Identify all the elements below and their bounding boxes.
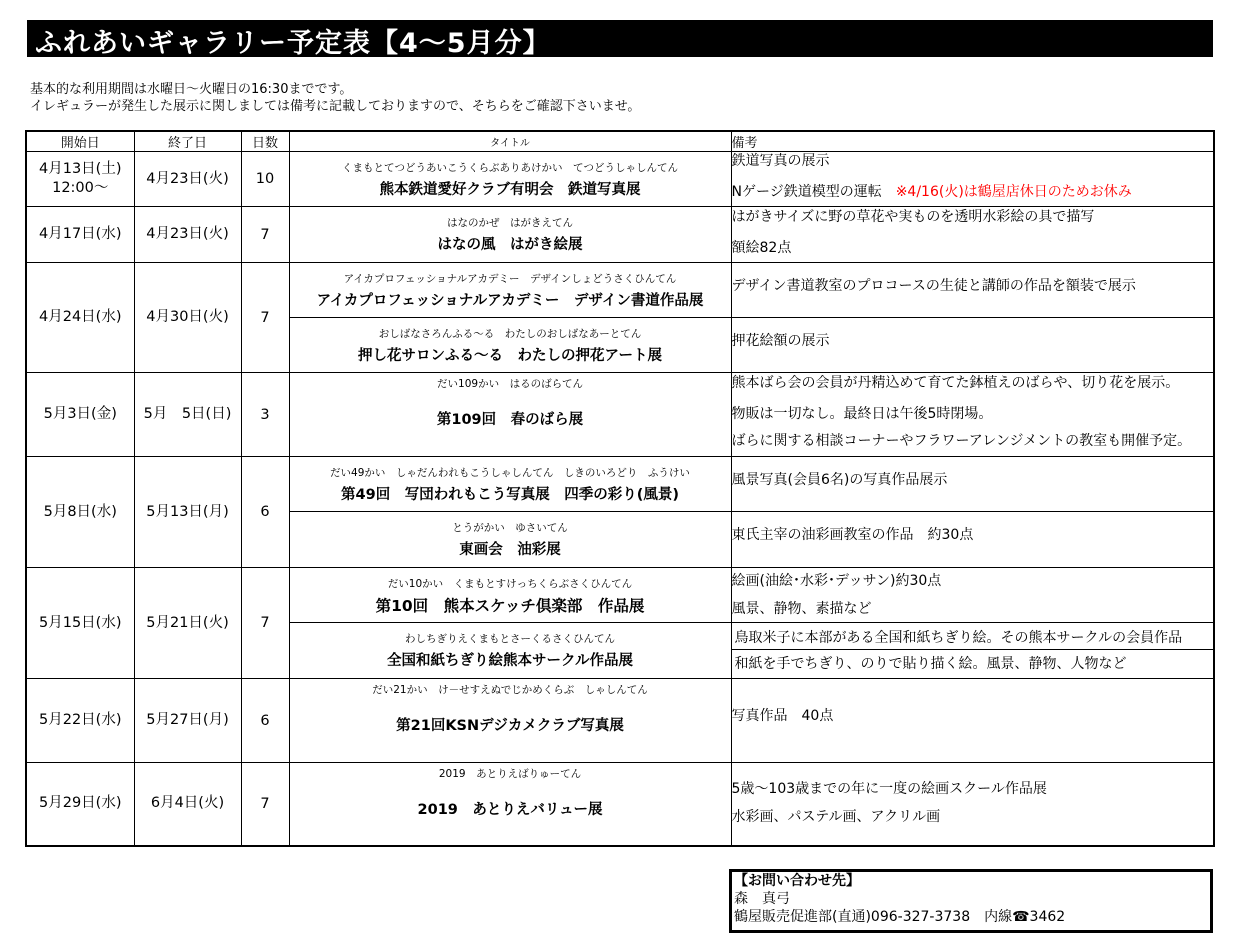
remarks-cell: [731, 568, 1214, 623]
remarks-cell: [731, 457, 1214, 512]
exhibit-ruby: おしばなさろんふる～る わたしのおしばなあーとてん: [378, 327, 642, 340]
intro-line-1: 基本的な利用期間は水曜日～火曜日の16:30までです。: [30, 82, 353, 97]
remark-line: 鉄道写真の展示: [731, 153, 830, 169]
exhibit-ruby: だい49かい しゃだんわれもこうしゃしんてん しきのいろどり ふうけい: [330, 466, 690, 479]
exhibit-ruby: だい21かい け－せすえぬでじかめくらぶ しゃしんてん: [372, 684, 648, 696]
remarks-cell: [731, 763, 1214, 846]
remark-line: 和紙を手でちぎり、のりで貼り描く絵。風景、静物、人物など: [734, 656, 1127, 672]
contact-heading: 【お問い合わせ先】: [734, 873, 860, 889]
exhibit-title-cell: [289, 512, 731, 568]
exhibit-title-cell: [289, 207, 731, 263]
remark-line: 東氏主宰の油彩画教室の作品 約30点: [731, 527, 974, 543]
exhibit-ruby: とうがかい ゆさいてん: [452, 522, 568, 534]
start-date: 5月3日(金): [26, 373, 134, 457]
exhibit-title-cell: [289, 679, 731, 763]
remark-line: はがきサイズに野の草花や実ものを透明水彩絵の具で描写: [731, 208, 1095, 225]
exhibit-title-cell: [289, 263, 731, 318]
header-days: 日数: [241, 131, 289, 152]
start-date: 4月24日(水): [26, 263, 134, 373]
exhibit-title-cell: [289, 457, 731, 512]
start-date: 5月22日(水): [26, 679, 134, 763]
remark-line: 物販は一切なし。最終日は午後5時閉場。: [731, 406, 993, 422]
exhibit-title: 全国和紙ちぎり絵熊本サークル作品展: [386, 653, 634, 669]
start-date-cell: [26, 152, 134, 207]
remarks-cell: [731, 373, 1214, 457]
remarks-cell: [731, 679, 1214, 763]
exhibit-ruby: だい10かい くまもとすけっちくらぶさくひんてん: [387, 577, 633, 590]
exhibit-ruby: わしちぎりえくまもとさーくるさくひんてん: [405, 633, 615, 645]
exhibit-title: 第10回 熊本スケッチ倶楽部 作品展: [375, 596, 645, 615]
contact-dept: 鶴屋販売促進部(直通)096-327-3738 内線☎3462: [734, 909, 1066, 925]
remark-line: 熊本ばら会の会員が丹精込めて育てた鉢植えのばらや、切り花を展示。: [731, 375, 1180, 391]
exhibit-title: 熊本鉄道愛好クラブ有明会 鉄道写真展: [379, 181, 641, 198]
exhibit-title: 第21回KSNデジカメクラブ写真展: [396, 718, 624, 734]
contact-name: 森 真弓: [734, 891, 790, 907]
exhibit-ruby: はなのかぜ はがきえてん: [447, 217, 573, 229]
remark-line: 額絵82点: [731, 239, 792, 256]
exhibit-title-cell: [289, 373, 731, 457]
table-row: [26, 263, 1214, 318]
days-count: 7: [241, 263, 289, 373]
exhibit-title: 押し花サロンふる～る わたしの押花アート展: [357, 347, 663, 364]
exhibit-title: 2019 あとりえバリュー展: [417, 802, 603, 818]
table-row: [26, 679, 1214, 763]
schedule-table: [25, 130, 1215, 847]
remarks-cell: [731, 207, 1214, 263]
end-date: 4月30日(火): [134, 263, 241, 373]
remark-line: 5歳～103歳までの年に一度の絵画スクール作品展: [731, 781, 1047, 798]
end-date: 4月23日(火): [134, 152, 241, 207]
exhibit-title: アイカプロフェッショナルアカデミー デザイン書道作品展: [316, 292, 704, 309]
exhibit-title: 東画会 油彩展: [459, 542, 561, 558]
exhibit-title-cell: [289, 152, 731, 207]
remarks-cell: [731, 318, 1214, 373]
start-date: 5月15日(水): [26, 568, 134, 679]
days-count: 7: [241, 568, 289, 679]
remark-line: 風景、静物、素描など: [731, 600, 872, 617]
exhibit-ruby: だい109かい はるのばらてん: [437, 378, 583, 390]
remark-line: 写真作品 40点: [731, 708, 834, 724]
page-title: ふれあいギャラリー予定表【4～5月分】: [35, 28, 551, 59]
end-date: 6月4日(火): [134, 763, 241, 846]
exhibit-ruby: アイカプロフェッショナルアカデミー デザインしょどうさくひんてん: [343, 272, 677, 285]
intro-line-2: イレギュラーが発生した展示に関しましては備考に記載しておりますので、そちらをご確認下さいませ。: [30, 99, 641, 114]
remarks-cell: [731, 152, 1214, 207]
header-remarks: 備考: [731, 131, 1214, 152]
remark-line: 絵画(油絵･水彩･デッサン)約30点: [731, 572, 942, 589]
table-row: [26, 457, 1214, 512]
start-time: 12:00～: [52, 180, 109, 196]
end-date: 5月21日(火): [134, 568, 241, 679]
start-date: 4月17日(水): [26, 207, 134, 263]
table-row: [26, 207, 1214, 263]
exhibit-title: はなの風 はがき絵展: [437, 237, 583, 253]
remark-line: 水彩画、パステル画、アクリル画: [731, 809, 941, 826]
remarks-cell: [731, 512, 1214, 568]
days-count: 3: [241, 373, 289, 457]
end-date: 5月13日(月): [134, 457, 241, 568]
remarks-cell: [731, 263, 1214, 318]
header-end: 終了日: [134, 131, 241, 152]
contact-box: [729, 869, 1213, 933]
exhibit-title: 第109回 春のばら展: [436, 412, 584, 428]
header-row: [26, 131, 1214, 152]
start-date: 5月8日(水): [26, 457, 134, 568]
exhibit-title: 第49回 写団われもこう写真展 四季の彩り(風景): [341, 486, 679, 503]
days-count: 6: [241, 679, 289, 763]
remark-line: デザイン書道教室のプロコースの生徒と講師の作品を額装で展示: [731, 277, 1136, 294]
exhibit-title-cell: [289, 623, 731, 679]
exhibit-title-cell: [289, 318, 731, 373]
table-row: [26, 373, 1214, 457]
end-date: 5月27日(月): [134, 679, 241, 763]
days-count: 10: [241, 152, 289, 207]
exhibit-title-cell: [289, 568, 731, 623]
start-date: 5月29日(水): [26, 763, 134, 846]
remarks-cell: [731, 623, 1214, 679]
exhibit-title-cell: [289, 763, 731, 846]
table-row: [26, 568, 1214, 623]
end-date: 4月23日(火): [134, 207, 241, 263]
exhibit-ruby: 2019 あとりえばりゅーてん: [438, 768, 582, 780]
days-count: 7: [241, 207, 289, 263]
exhibit-ruby: くまもとてつどうあいこうくらぶありあけかい てつどうしゃしんてん: [342, 161, 678, 174]
remark-line: ばらに関する相談コーナーやフラワーアレンジメントの教室も開催予定。: [731, 433, 1192, 449]
table-row: [26, 152, 1214, 207]
start-date: 4月13日(土): [39, 161, 122, 177]
header-title: タイトル: [289, 131, 731, 152]
table-row: [26, 763, 1214, 846]
closure-note: ※4/16(火)は鶴屋店休日のためお休み: [895, 184, 1132, 200]
remark-line: 鳥取米子に本部がある全国和紙ちぎり絵。その熊本サークルの会員作品: [732, 627, 1214, 650]
days-count: 7: [241, 763, 289, 846]
days-count: 6: [241, 457, 289, 568]
title-bar: [27, 20, 1213, 57]
remark-line: Nゲージ鉄道模型の運転 ※4/16(火)は鶴屋店休日のためお休み: [731, 184, 1132, 200]
header-start: 開始日: [26, 131, 134, 152]
remark-line: 風景写真(会員6名)の写真作品展示: [731, 471, 948, 488]
remark-line: 押花絵額の展示: [731, 332, 830, 349]
end-date: 5月 5日(日): [134, 373, 241, 457]
